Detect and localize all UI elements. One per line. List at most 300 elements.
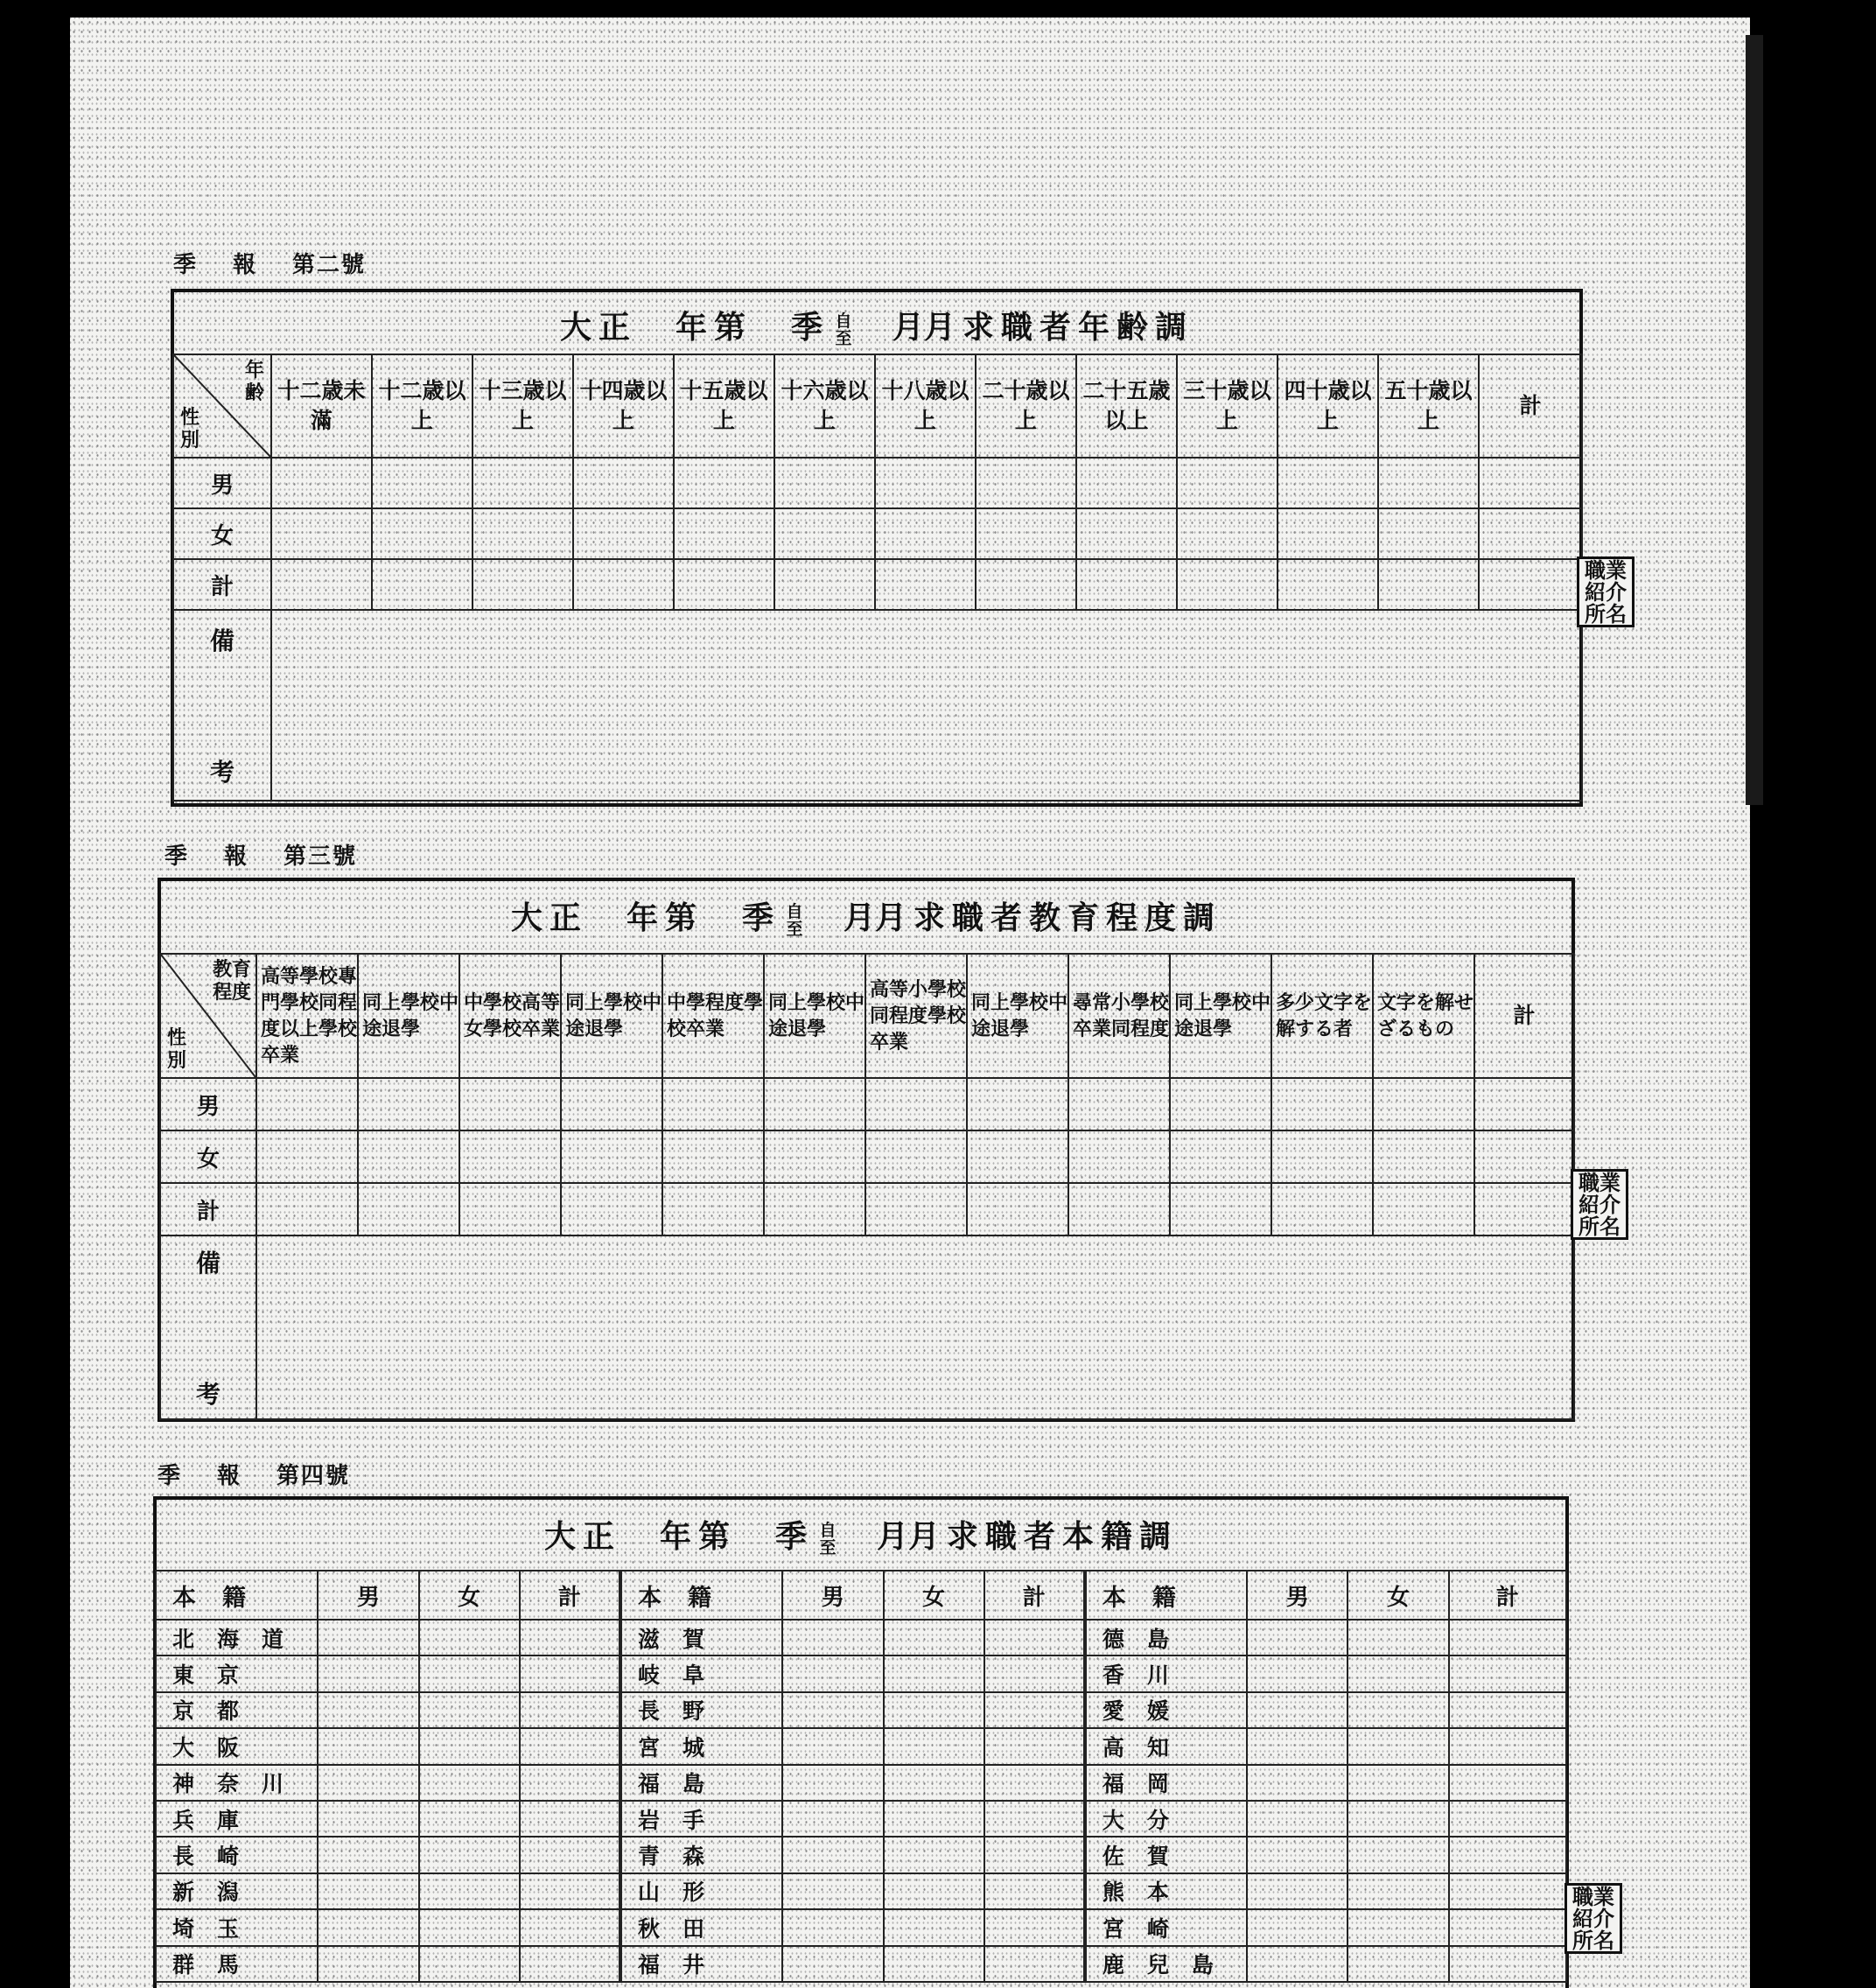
data-cell[interactable]: [1449, 1873, 1566, 1909]
data-cell[interactable]: [561, 1078, 662, 1130]
data-cell[interactable]: [1170, 1183, 1271, 1236]
data-cell[interactable]: [1247, 1801, 1348, 1837]
data-cell[interactable]: [1378, 508, 1479, 559]
data-cell[interactable]: [256, 1183, 358, 1236]
data-cell[interactable]: [884, 1946, 984, 1982]
data-cell[interactable]: [764, 1183, 865, 1236]
data-cell[interactable]: [459, 1130, 561, 1183]
data-cell[interactable]: [884, 1656, 984, 1691]
data-cell[interactable]: [1247, 1620, 1348, 1656]
data-cell[interactable]: [318, 1873, 418, 1909]
title-month: 月: [843, 900, 875, 936]
report2-caption: [173, 247, 401, 279]
data-cell[interactable]: [984, 1692, 1085, 1728]
table-row: [156, 1909, 1566, 1945]
column-header: 本籍: [1085, 1571, 1247, 1620]
data-cell[interactable]: [419, 1837, 520, 1872]
data-cell[interactable]: [1449, 1656, 1566, 1691]
remarks-field[interactable]: [271, 610, 1582, 801]
table-row: [156, 1692, 1566, 1728]
data-cell[interactable]: [1348, 1620, 1448, 1656]
caption-number: 第四號: [276, 1463, 351, 1489]
data-cell[interactable]: [520, 1656, 620, 1691]
data-cell[interactable]: [419, 1620, 520, 1656]
data-cell[interactable]: [1449, 1765, 1566, 1801]
remarks-char: 備: [195, 1249, 220, 1278]
prefecture-name: 新潟: [156, 1873, 318, 1909]
data-cell[interactable]: [520, 1801, 620, 1837]
column-header: 高等小學校同程度學校卒業: [865, 954, 967, 1078]
data-cell[interactable]: [1348, 1873, 1448, 1909]
caption-word: 季: [173, 252, 199, 278]
data-cell[interactable]: [774, 559, 875, 610]
column-header: 女: [884, 1571, 984, 1620]
table-row: [156, 1946, 1566, 1982]
title-month: 月: [876, 1518, 908, 1555]
data-cell[interactable]: [674, 508, 774, 559]
data-cell[interactable]: [1076, 559, 1177, 610]
column-header: 十三歳以上: [472, 354, 573, 458]
data-cell[interactable]: [1247, 1728, 1348, 1764]
to-char: 至: [819, 1538, 836, 1558]
data-cell[interactable]: [984, 1837, 1085, 1872]
prefecture-name: 青森: [620, 1837, 782, 1872]
prefecture-name: 熊本: [1085, 1873, 1247, 1909]
data-cell[interactable]: [419, 1873, 520, 1909]
column-header: 十二歳未滿: [271, 354, 372, 458]
data-cell[interactable]: [1449, 1946, 1566, 1982]
data-cell[interactable]: [318, 1620, 418, 1656]
report2-title: [174, 303, 1579, 347]
data-cell[interactable]: [674, 458, 774, 508]
data-cell[interactable]: [472, 508, 573, 559]
column-header: 四十歳以上: [1278, 354, 1378, 458]
report3-form: [158, 878, 1575, 1422]
data-cell[interactable]: [1247, 1692, 1348, 1728]
column-header: 同上學校中途退學: [1170, 954, 1271, 1078]
data-cell[interactable]: [1247, 1656, 1348, 1691]
data-cell[interactable]: [1449, 1620, 1566, 1656]
column-header-total: 計: [1474, 954, 1574, 1078]
data-cell[interactable]: [1449, 1837, 1566, 1872]
data-cell[interactable]: [271, 458, 372, 508]
column-header: 女: [419, 1571, 520, 1620]
row-label: 計: [173, 559, 271, 610]
data-cell[interactable]: [1271, 1130, 1373, 1183]
from-char: 自: [786, 902, 803, 921]
header-row: [156, 1571, 1566, 1620]
row-label: 男: [160, 1078, 256, 1130]
prefecture-name: 香川: [1085, 1656, 1247, 1691]
data-cell[interactable]: [1479, 559, 1582, 610]
data-cell[interactable]: [1348, 1692, 1448, 1728]
report3-caption: [164, 838, 392, 871]
data-cell[interactable]: [419, 1656, 520, 1691]
column-header: 十二歳以上: [372, 354, 472, 458]
prefecture-name: 福島: [620, 1765, 782, 1801]
data-cell[interactable]: [1348, 1909, 1448, 1945]
data-cell[interactable]: [419, 1946, 520, 1982]
data-cell[interactable]: [1068, 1130, 1170, 1183]
data-cell[interactable]: [1348, 1801, 1448, 1837]
data-cell[interactable]: [573, 559, 674, 610]
column-header: 本籍: [156, 1571, 318, 1620]
data-cell[interactable]: [884, 1692, 984, 1728]
data-cell[interactable]: [271, 559, 372, 610]
data-cell[interactable]: [865, 1130, 967, 1183]
data-cell[interactable]: [1247, 1909, 1348, 1945]
data-cell[interactable]: [1474, 1078, 1574, 1130]
row-label: 女: [160, 1130, 256, 1183]
prefecture-name: 鹿兒島: [1085, 1946, 1247, 1982]
data-cell[interactable]: [419, 1728, 520, 1764]
data-cell[interactable]: [318, 1656, 418, 1691]
data-cell[interactable]: [1278, 508, 1378, 559]
prefecture-name: 岐阜: [620, 1656, 782, 1691]
column-header: 男: [782, 1571, 883, 1620]
title-era: 大正 年第 季: [559, 309, 830, 346]
data-cell[interactable]: [662, 1078, 764, 1130]
data-cell[interactable]: [984, 1728, 1085, 1764]
data-cell[interactable]: [1348, 1728, 1448, 1764]
column-header: 五十歳以上: [1378, 354, 1479, 458]
column-header: 女: [1348, 1571, 1448, 1620]
data-cell[interactable]: [764, 1078, 865, 1130]
data-cell[interactable]: [1348, 1946, 1448, 1982]
data-cell[interactable]: [1449, 1692, 1566, 1728]
data-cell[interactable]: [984, 1765, 1085, 1801]
data-cell[interactable]: [318, 1837, 418, 1872]
table-row: [160, 1183, 1574, 1236]
data-cell[interactable]: [358, 1183, 459, 1236]
title-subject: 月求職者年齢調: [924, 309, 1194, 346]
column-header: 男: [1247, 1571, 1348, 1620]
data-cell[interactable]: [1170, 1130, 1271, 1183]
title-era: 大正 年第 季: [510, 900, 780, 936]
column-header: 十六歳以上: [774, 354, 875, 458]
prefecture-name: 神奈川: [156, 1765, 318, 1801]
data-cell[interactable]: [782, 1946, 883, 1982]
data-cell[interactable]: [1271, 1078, 1373, 1130]
data-cell[interactable]: [884, 1765, 984, 1801]
data-cell[interactable]: [318, 1801, 418, 1837]
remarks-field[interactable]: [256, 1236, 1574, 1419]
data-cell[interactable]: [976, 508, 1076, 559]
prefecture-name: 高知: [1085, 1728, 1247, 1764]
data-cell[interactable]: [774, 458, 875, 508]
caption-word: 季: [158, 1463, 183, 1489]
data-cell[interactable]: [782, 1909, 883, 1945]
corner-bottom-label: 性別: [166, 1026, 186, 1072]
office-name-tag: 職業紹介所名: [1577, 556, 1634, 627]
data-cell[interactable]: [520, 1946, 620, 1982]
data-cell[interactable]: [662, 1183, 764, 1236]
data-cell[interactable]: [419, 1909, 520, 1945]
row-label: 男: [173, 458, 271, 508]
prefecture-name: 山形: [620, 1873, 782, 1909]
data-cell[interactable]: [884, 1801, 984, 1837]
table-row: [173, 559, 1582, 610]
data-cell[interactable]: [1373, 1078, 1474, 1130]
remarks-char: 備: [209, 626, 234, 655]
column-header: 三十歳以上: [1177, 354, 1278, 458]
report3-title: [161, 893, 1572, 938]
data-cell[interactable]: [884, 1909, 984, 1945]
data-cell[interactable]: [1479, 458, 1582, 508]
data-cell[interactable]: [256, 1078, 358, 1130]
title-subject: 月求職者教育程度調: [875, 900, 1222, 936]
to-char: 至: [835, 329, 852, 348]
data-cell[interactable]: [674, 559, 774, 610]
column-header: 同上學校中途退學: [358, 954, 459, 1078]
data-cell[interactable]: [984, 1801, 1085, 1837]
data-cell[interactable]: [1479, 508, 1582, 559]
data-cell[interactable]: [967, 1130, 1068, 1183]
prefecture-name: 群馬: [156, 1946, 318, 1982]
column-header: 男: [318, 1571, 418, 1620]
column-header: 計: [520, 1571, 620, 1620]
data-cell[interactable]: [419, 1692, 520, 1728]
data-cell[interactable]: [358, 1078, 459, 1130]
data-cell[interactable]: [984, 1909, 1085, 1945]
title-era: 大正 年第 季: [543, 1518, 814, 1555]
data-cell[interactable]: [561, 1130, 662, 1183]
prefecture-name: 岩手: [620, 1801, 782, 1837]
caption-number: 第二號: [292, 252, 367, 278]
data-cell[interactable]: [1378, 559, 1479, 610]
data-cell[interactable]: [967, 1183, 1068, 1236]
report4-title: [157, 1512, 1565, 1557]
data-cell[interactable]: [662, 1130, 764, 1183]
data-cell[interactable]: [573, 508, 674, 559]
data-cell[interactable]: [520, 1837, 620, 1872]
column-header: 同上學校中途退學: [764, 954, 865, 1078]
data-cell[interactable]: [1177, 559, 1278, 610]
data-cell[interactable]: [865, 1078, 967, 1130]
remarks-row: [160, 1236, 1574, 1419]
title-from-to: [819, 1522, 836, 1557]
data-cell[interactable]: [782, 1656, 883, 1691]
data-cell[interactable]: [573, 458, 674, 508]
column-header: 十八歳以上: [875, 354, 976, 458]
caption-number: 第三號: [284, 844, 358, 870]
data-cell[interactable]: [782, 1765, 883, 1801]
table-row: [156, 1801, 1566, 1837]
data-cell[interactable]: [520, 1873, 620, 1909]
data-cell[interactable]: [1076, 458, 1177, 508]
data-cell[interactable]: [1076, 508, 1177, 559]
prefecture-name: 宮崎: [1085, 1909, 1247, 1945]
data-cell[interactable]: [1247, 1873, 1348, 1909]
data-cell[interactable]: [372, 508, 472, 559]
remarks-label: [160, 1236, 256, 1419]
data-cell[interactable]: [1271, 1183, 1373, 1236]
column-header: 二十歳以上: [976, 354, 1076, 458]
prefecture-name: 大分: [1085, 1801, 1247, 1837]
report4-caption: [158, 1458, 385, 1490]
data-cell[interactable]: [884, 1620, 984, 1656]
corner-top-label: 教育程度: [212, 958, 251, 1004]
table-row: [156, 1620, 1566, 1656]
data-cell[interactable]: [1068, 1078, 1170, 1130]
report2-form: [171, 289, 1583, 807]
data-cell[interactable]: [318, 1909, 418, 1945]
data-cell[interactable]: [318, 1765, 418, 1801]
data-cell[interactable]: [782, 1728, 883, 1764]
prefecture-name: 北海道: [156, 1620, 318, 1656]
from-char: 自: [835, 312, 852, 331]
data-cell[interactable]: [271, 508, 372, 559]
data-cell[interactable]: [1348, 1837, 1448, 1872]
data-cell[interactable]: [1247, 1837, 1348, 1872]
data-cell[interactable]: [774, 508, 875, 559]
prefecture-name: 愛媛: [1085, 1692, 1247, 1728]
corner-cell: [173, 354, 271, 458]
column-header-total: 計: [1479, 354, 1582, 458]
data-cell[interactable]: [1474, 1130, 1574, 1183]
data-cell[interactable]: [764, 1130, 865, 1183]
data-cell[interactable]: [1373, 1130, 1474, 1183]
data-cell[interactable]: [1278, 458, 1378, 508]
prefecture-name: 兵庫: [156, 1801, 318, 1837]
data-cell[interactable]: [372, 458, 472, 508]
prefecture-name: 福井: [620, 1946, 782, 1982]
report4-form: [153, 1496, 1569, 1988]
data-cell[interactable]: [520, 1728, 620, 1764]
table-row: [156, 1656, 1566, 1691]
data-cell[interactable]: [520, 1620, 620, 1656]
column-header: 尋常小學校卒業同程度: [1068, 954, 1170, 1078]
prefecture-name: 福岡: [1085, 1765, 1247, 1801]
title-from-to: [786, 903, 803, 938]
data-cell[interactable]: [318, 1692, 418, 1728]
column-header: 文字を解せざるもの: [1373, 954, 1474, 1078]
column-header: 同上學校中途退學: [967, 954, 1068, 1078]
table-row: [160, 1078, 1574, 1130]
data-cell[interactable]: [419, 1765, 520, 1801]
data-cell[interactable]: [976, 458, 1076, 508]
column-header: 計: [984, 1571, 1085, 1620]
data-cell[interactable]: [875, 508, 976, 559]
data-cell[interactable]: [459, 1078, 561, 1130]
data-cell[interactable]: [782, 1620, 883, 1656]
title-subject: 月求職者本籍調: [908, 1518, 1179, 1555]
prefecture-name: 佐賀: [1085, 1837, 1247, 1872]
data-cell[interactable]: [984, 1873, 1085, 1909]
caption-word: 報: [217, 1463, 242, 1489]
data-cell[interactable]: [1449, 1801, 1566, 1837]
table-row: [173, 508, 1582, 559]
column-header: 高等學校專門學校同程度以上學校卒業: [256, 954, 358, 1078]
data-cell[interactable]: [782, 1837, 883, 1872]
prefecture-name: 京都: [156, 1692, 318, 1728]
data-cell[interactable]: [1449, 1728, 1566, 1764]
column-header: 中學校高等女學校卒業: [459, 954, 561, 1078]
column-header: 多少文字を解する者: [1271, 954, 1373, 1078]
data-cell[interactable]: [967, 1078, 1068, 1130]
title-from-to: [835, 312, 852, 347]
prefecture-name: 宮城: [620, 1728, 782, 1764]
data-cell[interactable]: [472, 559, 573, 610]
table-row: [156, 1765, 1566, 1801]
data-cell[interactable]: [358, 1130, 459, 1183]
data-cell[interactable]: [372, 559, 472, 610]
data-cell[interactable]: [256, 1130, 358, 1183]
prefecture-name: 長野: [620, 1692, 782, 1728]
data-cell[interactable]: [472, 458, 573, 508]
data-cell[interactable]: [782, 1692, 883, 1728]
data-cell[interactable]: [1348, 1765, 1448, 1801]
corner-top-label: 年齢: [244, 359, 264, 404]
data-cell[interactable]: [1177, 508, 1278, 559]
data-cell[interactable]: [875, 559, 976, 610]
data-cell[interactable]: [318, 1946, 418, 1982]
data-cell[interactable]: [976, 559, 1076, 610]
column-header: 本籍: [620, 1571, 782, 1620]
data-cell[interactable]: [875, 458, 976, 508]
data-cell[interactable]: [884, 1728, 984, 1764]
prefecture-name: 秋田: [620, 1909, 782, 1945]
data-cell[interactable]: [520, 1909, 620, 1945]
page-edge-shadow: [1746, 35, 1763, 805]
remarks-char: 考: [209, 758, 234, 787]
prefecture-name: 德島: [1085, 1620, 1247, 1656]
data-cell[interactable]: [1247, 1946, 1348, 1982]
data-cell[interactable]: [1247, 1765, 1348, 1801]
data-cell[interactable]: [459, 1183, 561, 1236]
data-cell[interactable]: [1378, 458, 1479, 508]
data-cell[interactable]: [1474, 1183, 1574, 1236]
row-label: 計: [160, 1183, 256, 1236]
data-cell[interactable]: [1177, 458, 1278, 508]
data-cell[interactable]: [782, 1873, 883, 1909]
data-cell[interactable]: [318, 1728, 418, 1764]
data-cell[interactable]: [419, 1801, 520, 1837]
column-header: 十五歳以上: [674, 354, 774, 458]
prefecture-name: 滋賀: [620, 1620, 782, 1656]
data-cell[interactable]: [520, 1765, 620, 1801]
data-cell[interactable]: [984, 1946, 1085, 1982]
data-cell[interactable]: [884, 1837, 984, 1872]
data-cell[interactable]: [782, 1801, 883, 1837]
caption-word: 報: [224, 844, 249, 870]
data-cell[interactable]: [1068, 1183, 1170, 1236]
data-cell[interactable]: [520, 1692, 620, 1728]
corner-cell: [160, 954, 256, 1078]
prefecture-name: 東京: [156, 1656, 318, 1691]
data-cell[interactable]: [1373, 1183, 1474, 1236]
table-row: [156, 1728, 1566, 1764]
column-header: 同上學校中途退學: [561, 954, 662, 1078]
data-cell[interactable]: [984, 1620, 1085, 1656]
data-cell[interactable]: [1278, 559, 1378, 610]
data-cell[interactable]: [884, 1873, 984, 1909]
data-cell[interactable]: [1449, 1909, 1566, 1945]
title-month: 月: [892, 309, 924, 346]
report4-domicile-table: [155, 1570, 1567, 1983]
data-cell[interactable]: [984, 1656, 1085, 1691]
data-cell[interactable]: [1348, 1656, 1448, 1691]
table-row: [156, 1873, 1566, 1909]
caption-word: 季: [164, 844, 190, 870]
caption-word: 報: [233, 252, 258, 278]
data-cell[interactable]: [865, 1183, 967, 1236]
column-header: 十四歳以上: [573, 354, 674, 458]
data-cell[interactable]: [561, 1183, 662, 1236]
prefecture-rows: [156, 1620, 1566, 1982]
data-cell[interactable]: [1170, 1078, 1271, 1130]
corner-bottom-label: 性別: [179, 406, 200, 452]
